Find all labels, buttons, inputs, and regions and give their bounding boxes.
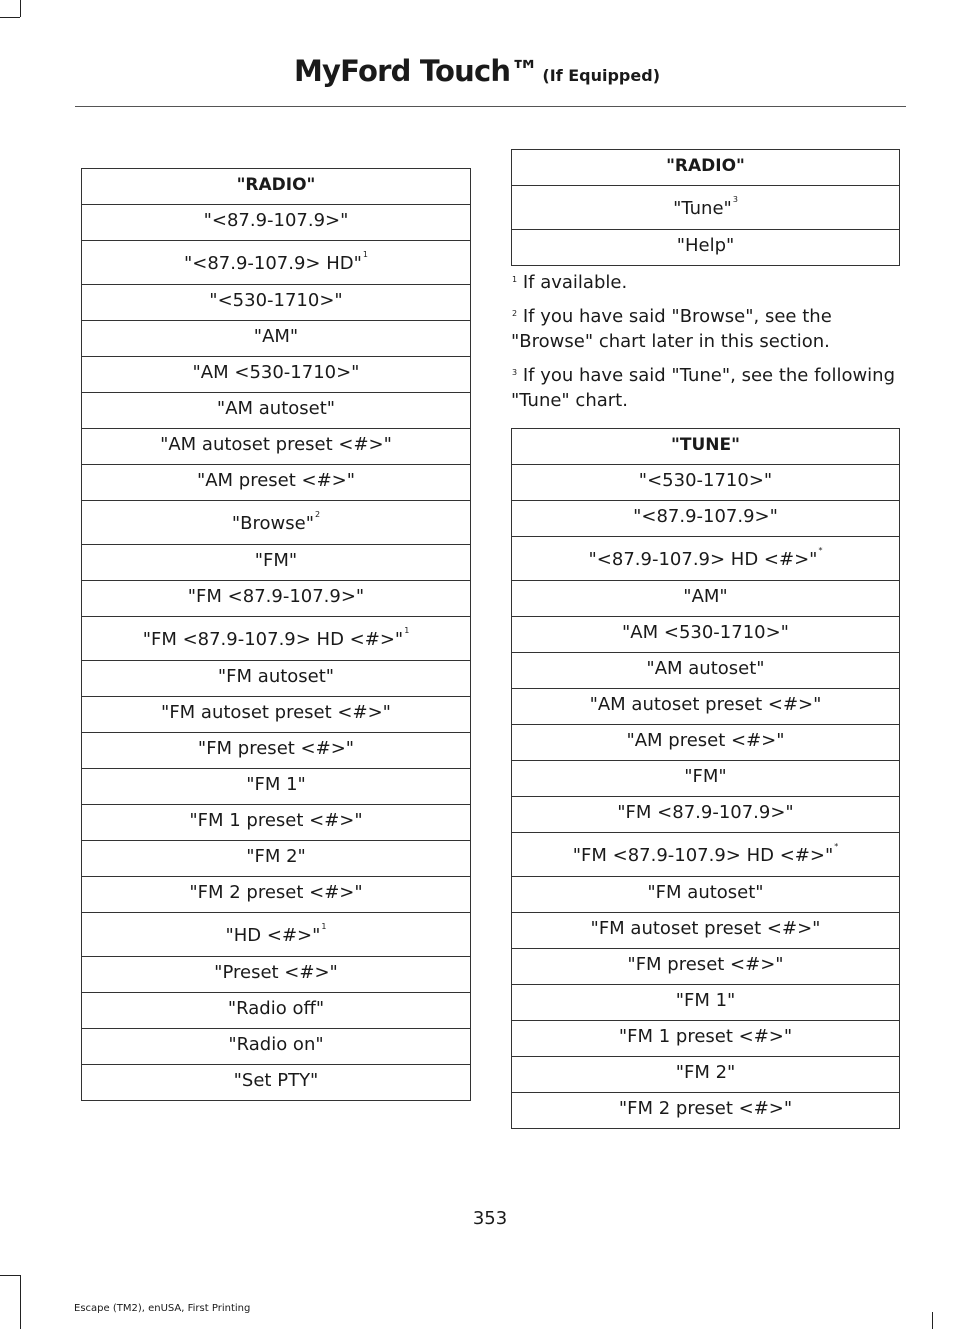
command-text: "FM" [254,550,298,571]
command-text: "Browse" [231,513,314,534]
footnote [511,363,906,413]
table-row [82,993,471,1029]
table-row [82,617,471,661]
footnote-text: If you have said "Browse", see the "Browse" chart later in this section. [511,306,832,352]
table-row [512,653,900,689]
command-text: "<87.9-107.9> HD" [183,253,362,274]
footnote-number: 2 [512,309,518,318]
command-cell [82,957,471,993]
command-text: "AM <530-1710>" [192,362,360,383]
page-subtitle: (If Equipped) [542,66,660,85]
command-cell [82,661,471,697]
crop-mark [932,1312,933,1329]
table-row [82,581,471,617]
command-text: "FM 2 preset <#>" [618,1098,793,1119]
command-cell [512,797,900,833]
table-row [82,465,471,501]
command-cell [82,357,471,393]
command-text: "FM" [684,766,727,787]
table-row [82,321,471,357]
command-text: "AM" [683,586,728,607]
command-cell [512,230,900,266]
table-row [82,841,471,877]
footnote-marker: 1 [321,922,327,931]
command-cell [512,985,900,1021]
footnote-marker: 1 [404,626,410,635]
command-text: "AM <530-1710>" [622,622,789,643]
command-text: "FM autoset" [647,882,764,903]
command-text: "Tune" [673,198,732,219]
command-text: "Radio on" [228,1034,324,1055]
command-text: "Radio off" [227,998,325,1019]
command-text: "<87.9-107.9> HD <#>" [588,549,818,570]
command-text: "<530-1710>" [638,470,773,491]
command-text: "FM preset <#>" [627,954,784,975]
command-text: "FM 2" [675,1062,736,1083]
command-text: "<87.9-107.9>" [633,506,778,527]
table-row [82,661,471,697]
command-text: "FM autoset" [217,666,335,687]
crop-mark [0,1275,20,1276]
command-text: "Preset <#>" [214,962,338,983]
command-cell [512,725,900,761]
command-cell [82,697,471,733]
command-cell [82,1065,471,1101]
command-cell [82,1029,471,1065]
command-cell [512,1057,900,1093]
table-row [82,285,471,321]
command-text: "FM 1" [246,774,306,795]
table-row [82,1065,471,1101]
header-divider [75,106,906,107]
footnote-marker: 1 [362,250,369,259]
table-row [82,697,471,733]
footnote [511,270,906,295]
command-text: "AM preset <#>" [196,470,356,491]
page-header [0,54,954,88]
command-text: "AM autoset preset <#>" [589,694,822,715]
radio-commands-table-continued [511,149,900,266]
command-cell [82,321,471,357]
table-row [512,465,900,501]
command-cell [512,833,900,877]
command-cell [512,1093,900,1129]
table-row [512,1093,900,1129]
command-cell [82,285,471,321]
table-heading: "RADIO" [512,150,900,186]
command-cell [82,581,471,617]
command-text: "FM <87.9-107.9> HD <#>" [572,845,834,866]
table-row [82,357,471,393]
command-cell [82,205,471,241]
command-cell [512,913,900,949]
command-cell [82,733,471,769]
command-cell [82,769,471,805]
footnote-text: If available. [522,272,628,293]
footnote-marker: 3 [732,195,738,204]
command-cell [82,241,471,285]
footnote-marker: 2 [315,510,321,519]
command-cell [512,501,900,537]
crop-mark [20,1275,21,1329]
command-cell [512,465,900,501]
command-cell [512,653,900,689]
command-cell [82,993,471,1029]
crop-mark [0,17,20,18]
command-cell [512,761,900,797]
command-cell [82,617,471,661]
table-row [512,537,900,581]
command-text: "FM <87.9-107.9>" [187,586,365,607]
command-text: "AM autoset" [216,398,336,419]
command-cell [82,913,471,957]
table-row [512,617,900,653]
table-row [512,1057,900,1093]
table-row [512,833,900,877]
table-row [82,1029,471,1065]
command-text: "<530-1710>" [209,290,343,311]
command-text: "FM autoset preset <#>" [590,918,821,939]
command-text: "Set PTY" [233,1070,319,1091]
command-text: "FM 2 preset <#>" [189,882,363,903]
table-row [512,797,900,833]
command-text: "FM <87.9-107.9> HD <#>" [142,629,404,650]
table-row [82,769,471,805]
table-row [512,761,900,797]
table-row [82,957,471,993]
table-row [512,689,900,725]
command-cell [512,186,900,230]
tune-commands-table [511,428,900,1129]
command-cell [82,545,471,581]
table-row [512,1021,900,1057]
table-row [512,913,900,949]
command-text: "AM preset <#>" [626,730,785,751]
table-row [512,230,900,266]
command-cell [512,877,900,913]
command-text: "FM 2" [246,846,306,867]
table-heading: "TUNE" [512,429,900,465]
command-text: "FM 1 preset <#>" [618,1026,793,1047]
table-row [82,429,471,465]
command-cell [82,805,471,841]
footnote-text: If you have said "Tune", see the following "Tune" chart. [511,365,896,411]
table-row [512,985,900,1021]
command-text: "FM preset <#>" [197,738,355,759]
crop-mark [20,0,21,17]
footer-edition: Escape (TM2), enUSA, First Printing [74,1303,251,1314]
footnote-marker: * [818,546,823,555]
footnote [511,304,906,354]
command-text: "FM autoset preset <#>" [161,702,391,723]
table-row [512,501,900,537]
command-cell [82,877,471,913]
command-text: "AM autoset preset <#>" [160,434,392,455]
table-row [512,877,900,913]
command-cell [82,465,471,501]
table-row [82,501,471,545]
table-row [82,545,471,581]
command-text: "FM 1 preset <#>" [189,810,363,831]
command-cell [512,581,900,617]
command-text: "FM <87.9-107.9>" [617,802,794,823]
footnotes [511,270,906,422]
table-row [82,205,471,241]
command-text: "FM 1" [675,990,736,1011]
footnote-number: 3 [512,368,518,377]
command-cell [512,1021,900,1057]
command-cell [82,393,471,429]
command-cell [512,949,900,985]
command-text: "AM" [253,326,299,347]
table-row [82,241,471,285]
command-cell [512,537,900,581]
radio-commands-table [81,168,471,1101]
command-cell [82,841,471,877]
command-cell [512,617,900,653]
command-text: "AM autoset" [646,658,765,679]
table-row [512,581,900,617]
page-number: 353 [472,1208,508,1229]
table-row [512,725,900,761]
table-row [512,186,900,230]
command-text: "<87.9-107.9>" [203,210,349,231]
command-cell [512,689,900,725]
command-text: "Help" [676,235,735,256]
footnote-number: 1 [512,275,518,284]
table-row [512,949,900,985]
command-cell [82,501,471,545]
table-heading: "RADIO" [82,169,471,205]
command-cell [82,429,471,465]
table-row [82,393,471,429]
footnote-marker: * [834,842,839,851]
table-row [82,805,471,841]
command-text: "HD <#>" [225,925,321,946]
table-row [82,877,471,913]
page-title: MyFord Touch™ [294,54,539,88]
table-row [82,913,471,957]
table-row [82,733,471,769]
